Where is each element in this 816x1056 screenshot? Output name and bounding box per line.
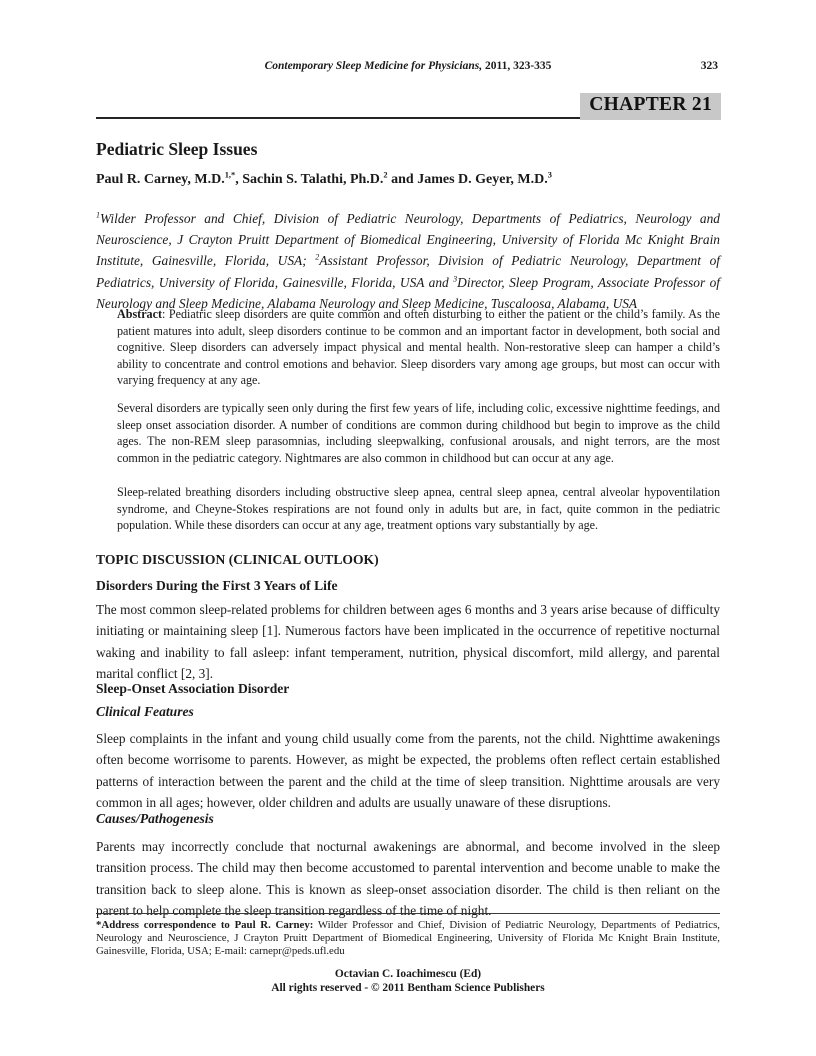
page-number: 323 bbox=[700, 60, 718, 72]
paragraph-causes-pathogenesis: Parents may incorrectly conclude that nocturnal awakenings are abnormal, and become involved in the sleep transition process. The child may then become accustomed to parental intervention and become unable to make the transition back to sleep alone. This is known as sleep-onset association disorder. The child is then reliant on the parent to help complete the sleep transition regardless of the time of night. bbox=[96, 839, 720, 919]
section-heading-topic-discussion: TOPIC DISCUSSION (CLINICAL OUTLOOK) bbox=[96, 552, 379, 567]
editor-line: Octavian C. Ioachimescu (Ed) bbox=[334, 967, 482, 980]
author-separator: , bbox=[235, 172, 243, 187]
journal-citation-title: Contemporary Sleep Medicine for Physicians, bbox=[264, 60, 483, 72]
subsection-heading-disorders-first-3-years: Disorders During the First 3 Years of Life bbox=[96, 578, 338, 593]
abstract-paragraph-1-text: : Pediatric sleep disorders are quite common and often disturbing to either the patient or the child’s family. As the patient matures into adult, sleep disorders continue to be common and an important factor in development, both social and cognitive. Sleep disorders can adversely impact physical and mental health. Non-restorative sleep can hamper a child’s ability to concentrate and control emotions and behavior. Sleep disorders vary among age groups, but most can occur with varying frequency at any age. bbox=[117, 307, 720, 388]
affiliation-1-text: Wilder Professor and Chief, Division of Pediatric Neurology, Departments of Pediatrics, Neurology and Neuroscience, J Crayton Pruitt Department of Biomedical Engineering, University of Florida Mc Knight Brain Institute, Gainesville, Florida, USA; bbox=[96, 211, 720, 269]
chapter-title: Pediatric Sleep Issues bbox=[96, 139, 258, 159]
affiliation-2-text: Assistant Professor, Division of Pediatric Neurology, Department of Pediatrics, University of Florida, Gainesville, Florida, USA and bbox=[96, 253, 720, 290]
subsubsection-heading-causes-pathogenesis: Causes/Pathogenesis bbox=[96, 811, 214, 826]
paragraph-clinical-features: Sleep complaints in the infant and young child usually come from the parents, not the child. Nighttime awakenings often become worrisome to parents. However, as might be expected, the problems often reflect certain established patterns of interaction between the parent and the child at the time of sleep transition. Nighttime arousals are very common in all ages; however, older children and adults are usually unaware of these disruptions. bbox=[96, 731, 720, 811]
affiliations bbox=[96, 208, 720, 314]
paragraph-disorders: The most common sleep-related problems for children between ages 6 months and 3 years arise because of difficulty initiating or maintaining sleep [1]. Numerous factors have been implicated in the occurrence of repetitive nocturnal waking and inability to fall asleep: infant temperament, nutrition, physical discomfort, mild allergy, and parental marital conflict [2, 3]. bbox=[96, 602, 720, 682]
affiliation-2-superscript: 2 bbox=[315, 252, 320, 262]
journal-citation bbox=[265, 60, 552, 72]
author-1-superscript: 1,* bbox=[224, 170, 236, 180]
author-2-superscript: 2 bbox=[383, 170, 388, 180]
subsubsection-heading-clinical-features: Clinical Features bbox=[96, 704, 194, 719]
abstract-paragraph-3: Sleep-related breathing disorders including obstructive sleep apnea, central sleep apnea, central alveolar hypoventilation syndrome, and Cheyne-Stokes respirations are not found only in adults but are, in fact, quite common in the pediatric population. While these disorders can occur at any age, treatment options vary substantially by age. bbox=[117, 485, 720, 533]
page-foot-block bbox=[96, 913, 720, 995]
correspondence-footnote bbox=[96, 919, 720, 959]
authors-line bbox=[96, 172, 720, 188]
affiliation-3-text: Director, Sleep Program, Associate Professor of Neurology and Sleep Medicine, Alabama Neurology and Sleep Medicine, Tuscaloosa, Alabama, USA bbox=[96, 274, 721, 311]
abstract-label: Abstract bbox=[117, 307, 163, 321]
author-2 bbox=[242, 172, 417, 187]
author-separator: and bbox=[387, 172, 418, 187]
subsection-heading-sleep-onset-association-disorder: Sleep-Onset Association Disorder bbox=[96, 681, 290, 696]
journal-citation-detail: 2011, 323-335 bbox=[482, 60, 552, 72]
affiliation-3-superscript: 3 bbox=[453, 274, 458, 284]
author-1-name: Paul R. Carney, M.D. bbox=[96, 172, 225, 187]
author-2-name: Sachin S. Talathi, Ph.D. bbox=[242, 172, 384, 187]
running-header bbox=[96, 60, 720, 72]
author-3-name: James D. Geyer, M.D. bbox=[417, 172, 548, 187]
author-1 bbox=[96, 172, 242, 187]
abstract-paragraph-2: Several disorders are typically seen only during the first few years of life, including colic, excessive nighttime feedings, and sleep onset association disorder. A number of conditions are common during childhood but begin to improve as the child ages. The non-REM sleep parasomnias, including sleepwalking, confusional arousals, and night terrors, are the most common in the pediatric category. Nightmares are also common in childhood but can occur at any age. bbox=[117, 401, 720, 465]
publisher-footer bbox=[96, 967, 720, 995]
chapter-badge: CHAPTER 21 bbox=[580, 93, 721, 120]
rights-line: All rights reserved - © 2011 Bentham Science Publishers bbox=[271, 981, 545, 994]
author-3-superscript: 3 bbox=[547, 170, 552, 180]
correspondence-footnote-text: Wilder Professor and Chief, Division of Pediatric Neurology, Departments of Pediatrics, Neurology and Neuroscience, J Crayton Pruitt Department of Biomedical Engineering, University of Florida Mc Knight Brain Institute, Gainesville, Florida, USA; E-mail: carnepr@peds.ufl.edu bbox=[96, 919, 720, 958]
correspondence-footnote-label: *Address correspondence to Paul R. Carney: bbox=[96, 919, 314, 931]
author-3 bbox=[417, 172, 552, 187]
affiliation-1-superscript: 1 bbox=[96, 210, 101, 220]
abstract-paragraph-1 bbox=[117, 306, 720, 389]
